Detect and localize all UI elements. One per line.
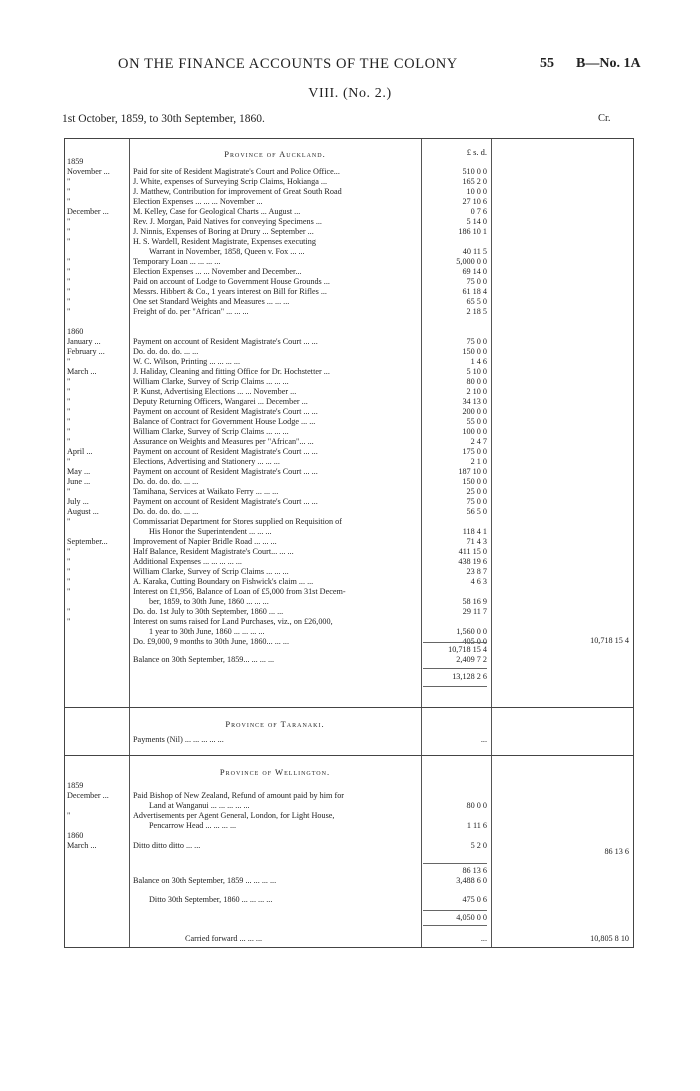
ledger-row [65, 277, 633, 287]
row-amount: 80 0 0 [466, 377, 487, 386]
ledger-row [65, 417, 633, 427]
row-amount: 186 10 1 [458, 227, 487, 236]
row-amount: 1 11 6 [466, 821, 487, 830]
row-date: " [67, 811, 71, 820]
ledger-row [65, 297, 633, 307]
row-description: Land at Wanganui ... ... ... ... ... [149, 801, 250, 810]
row-amount: 5 14 0 [466, 217, 487, 226]
row-amount: 71 4 3 [466, 537, 487, 546]
row-date: " [67, 187, 71, 196]
auckland-heading: Province of Auckland. [224, 149, 326, 159]
ledger-row [65, 317, 633, 327]
row-date: December ... [67, 791, 109, 800]
carried-forward-row: Carried forward ... ... ... ... 10,805 8 10 [185, 934, 629, 943]
row-date: " [67, 517, 71, 526]
ledger-row [65, 187, 633, 197]
row-date: " [67, 407, 71, 416]
row-amount: 1 4 6 [470, 357, 487, 366]
row-amount: 165 2 0 [462, 177, 487, 186]
ledger-row [65, 337, 633, 347]
row-date: February ... [67, 347, 105, 356]
row-date: " [67, 297, 71, 306]
ledger-row [65, 457, 633, 467]
row-description: Messrs. Hibbert & Co., 1 years interest on Bill for Rifles ... [133, 287, 327, 296]
ledger-row [65, 577, 633, 587]
row-date: " [67, 377, 71, 386]
row-description: His Honor the Superintendent ... ... ... [149, 527, 272, 536]
row-description: Additional Expenses ... ... ... ... ... [133, 557, 242, 566]
ledger-row [65, 327, 633, 337]
row-date: " [67, 557, 71, 566]
wellington-balance-1860-row: Ditto 30th September, 1860 ... ... ... ... 475 0 6 [149, 895, 487, 904]
row-date: " [67, 197, 71, 206]
schedule-number: VIII. (No. 2.) [308, 86, 392, 101]
wellington-heading: Province of Wellington. [219, 767, 331, 777]
ledger-row [65, 407, 633, 417]
wellington-total-row: 86 13 6 [604, 847, 629, 856]
row-amount: 1,560 0 0 [456, 627, 487, 636]
row-date: March ... [67, 841, 97, 850]
ledger-row [65, 791, 633, 801]
row-amount: 61 18 4 [462, 287, 487, 296]
section-divider-1 [65, 707, 633, 708]
ledger-row [65, 497, 633, 507]
ledger-row [65, 537, 633, 547]
row-date: " [67, 227, 71, 236]
row-description: Payment on account of Resident Magistrate's Court ... ... [133, 337, 318, 346]
ledger-row [65, 831, 633, 841]
ledger-row [65, 617, 633, 627]
row-date: 1859 [67, 781, 84, 790]
wellington-balance-1859-row: Balance on 30th September, 1859 ... ... ... ... 3,488 6 0 [133, 876, 487, 885]
ledger-row [65, 157, 633, 167]
row-amount: 25 0 0 [466, 487, 487, 496]
row-description: Interest on £1,956, Balance of Loan of £5,000 from 31st Decem- [133, 587, 346, 596]
row-date: " [67, 567, 71, 576]
ledger-row [65, 477, 633, 487]
row-date: " [67, 307, 71, 316]
row-amount: 411 15 0 [458, 547, 487, 556]
row-date: 1859 [67, 157, 84, 166]
page-header [0, 56, 700, 76]
ledger-row [65, 347, 633, 357]
wellington-grand-rule [423, 910, 487, 911]
currency-heading: £ s. d. [466, 147, 487, 157]
wellington-subtotal-rule [423, 863, 487, 864]
row-date: " [67, 267, 71, 276]
ledger-row [65, 801, 633, 811]
row-description: Election Expenses ... ... November and December... [133, 267, 302, 276]
row-amount: 69 14 0 [462, 267, 487, 276]
row-description: Do. do. do. do. ... ... [133, 477, 199, 486]
auckland-grand-underline [423, 686, 487, 687]
series-number: B—No. 1A [576, 56, 641, 71]
auckland-balance-row: Balance on 30th September, 1859... ... ... ... 2,409 7 2 [133, 655, 487, 664]
wellington-subtotal-row: 86 13 6 [462, 866, 487, 875]
ledger-row [65, 167, 633, 177]
row-description: M. Kelley, Case for Geological Charts ... August ... [133, 207, 301, 216]
row-description: Payment on account of Resident Magistrate's Court ... ... [133, 497, 318, 506]
ledger-row [65, 237, 633, 247]
row-amount: 27 10 6 [462, 197, 487, 206]
section-divider-2 [65, 755, 633, 756]
row-description: ber, 1859, to 30th June, 1860 ... ... ... [149, 597, 269, 606]
row-date: " [67, 587, 71, 596]
ledger-row [65, 227, 633, 237]
ledger-row [65, 307, 633, 317]
row-date: July ... [67, 497, 89, 506]
row-description: Ditto ditto ditto ... ... [133, 841, 201, 850]
row-amount: 75 0 0 [466, 497, 487, 506]
row-date: " [67, 357, 71, 366]
row-description: William Clarke, Survey of Scrip Claims ... ... ... [133, 427, 289, 436]
row-amount: 100 0 0 [462, 427, 487, 436]
row-amount: 40 11 5 [462, 247, 487, 256]
row-amount: 200 0 0 [462, 407, 487, 416]
ledger-row [65, 557, 633, 567]
row-date: " [67, 617, 71, 626]
ledger-row [65, 507, 633, 517]
row-description: Do. do. do. do. ... ... [133, 507, 199, 516]
page-number: 55 [540, 56, 554, 71]
row-description: Pencarrow Head ... ... ... ... [149, 821, 237, 830]
row-description: Deputy Returning Officers, Wangarei ... December ... [133, 397, 308, 406]
row-description: One set Standard Weights and Measures ... ... ... [133, 297, 290, 306]
row-amount: 5 2 0 [470, 841, 487, 850]
row-amount: 34 13 0 [462, 397, 487, 406]
row-date: " [67, 277, 71, 286]
row-date: June ... [67, 477, 91, 486]
auckland-grand-row: 13,128 2 6 [452, 672, 487, 681]
row-description: Temporary Loan ... ... ... ... [133, 257, 221, 266]
taranaki-heading: Province of Taranaki. [225, 719, 325, 729]
row-description: Improvement of Napier Bridle Road ... ... ... [133, 537, 277, 546]
ledger-row [65, 377, 633, 387]
row-date: March ... [67, 367, 97, 376]
ledger-row [65, 267, 633, 277]
row-date: " [67, 607, 71, 616]
ledger-row [65, 587, 633, 597]
row-amount: 5 10 0 [466, 367, 487, 376]
ledger-row [65, 517, 633, 527]
row-description: Payment on account of Resident Magistrate's Court ... ... [133, 467, 318, 476]
row-date: " [67, 457, 71, 466]
row-date: " [67, 237, 71, 246]
ledger-row [65, 527, 633, 537]
row-date: May ... [67, 467, 91, 476]
ledger-row [65, 811, 633, 821]
row-date: 1860 [67, 327, 84, 336]
account-period: 1st October, 1859, to 30th September, 1860. [62, 113, 265, 125]
row-description: W. C. Wilson, Printing ... ... ... ... [133, 357, 241, 366]
row-amount: 56 5 0 [466, 507, 487, 516]
auckland-grand-rule [423, 668, 487, 669]
row-amount: 65 5 0 [466, 297, 487, 306]
row-amount: 55 0 0 [466, 417, 487, 426]
ledger-row [65, 197, 633, 207]
credit-label: Cr. [598, 113, 611, 124]
auckland-total-row: 10,718 15 4 [590, 636, 629, 645]
row-description: Paid for site of Resident Magistrate's Court and Police Office... [133, 167, 340, 176]
row-amount: 80 0 0 [466, 801, 487, 810]
row-date: " [67, 577, 71, 586]
row-amount: 4 6 3 [470, 577, 487, 586]
row-description: J. Ninnis, Expenses of Boring at Drury ... September ... [133, 227, 314, 236]
row-amount: 5,000 0 0 [456, 257, 487, 266]
ledger-row [65, 467, 633, 477]
ledger-row [65, 247, 633, 257]
row-description: Do. do. do. do. ... ... [133, 347, 199, 356]
row-date: " [67, 257, 71, 266]
row-description: Warrant in November, 1858, Queen v. Fox ... ... [149, 247, 305, 256]
row-description: J. Haliday, Cleaning and fitting Office for Dr. Hochstetter ... [133, 367, 330, 376]
ledger-row [65, 487, 633, 497]
row-date: 1860 [67, 831, 84, 840]
row-description: P. Kunst, Advertising Elections ... ... November ... [133, 387, 297, 396]
row-description: J. Matthew, Contribution for improvement of Great South Road [133, 187, 342, 196]
ledger-row [65, 177, 633, 187]
ledger-row [65, 287, 633, 297]
row-date: " [67, 397, 71, 406]
ledger-row [65, 607, 633, 617]
row-description: Balance of Contract for Government House Lodge ... ... [133, 417, 316, 426]
row-amount: 10 0 0 [466, 187, 487, 196]
row-description: A. Karaka, Cutting Boundary on Fishwick's claim ... ... [133, 577, 314, 586]
row-description: Rev. J. Morgan, Paid Natives for conveying Specimens ... [133, 217, 322, 226]
row-description: Payment on account of Resident Magistrate's Court ... ... [133, 407, 318, 416]
ledger-row [65, 397, 633, 407]
row-description: Advertisements per Agent General, London, for Light House, [133, 811, 335, 820]
row-date: January ... [67, 337, 101, 346]
row-date: " [67, 427, 71, 436]
row-amount: 438 19 6 [458, 557, 487, 566]
row-amount: 118 4 1 [462, 527, 487, 536]
row-date: " [67, 387, 71, 396]
ledger-row [65, 447, 633, 457]
ledger-row [65, 427, 633, 437]
row-description: H. S. Wardell, Resident Magistrate, Expenses executing [133, 237, 316, 246]
row-description: Elections, Advertising and Stationery ... ... ... [133, 457, 280, 466]
row-description: Assurance on Weights and Measures per "African"... ... [133, 437, 314, 446]
accounts-table [64, 138, 634, 948]
row-amount: 2 4 7 [470, 437, 487, 446]
row-date: " [67, 417, 71, 426]
row-amount: 2 1 0 [470, 457, 487, 466]
row-amount: 75 0 0 [466, 337, 487, 346]
page-title: ON THE FINANCE ACCOUNTS OF THE COLONY [118, 56, 458, 72]
row-date: " [67, 547, 71, 556]
ledger-row [65, 781, 633, 791]
ledger-row [65, 547, 633, 557]
row-date: " [67, 217, 71, 226]
row-date: " [67, 287, 71, 296]
ledger-row [65, 367, 633, 377]
row-amount: 0 7 6 [470, 207, 487, 216]
row-date: December ... [67, 207, 109, 216]
ledger-row [65, 357, 633, 367]
row-amount: 187 10 0 [458, 467, 487, 476]
row-amount: 405 0 0 [462, 637, 487, 646]
row-date: " [67, 177, 71, 186]
row-description: Election Expenses ... ... ... November ... [133, 197, 263, 206]
row-description: Paid Bishop of New Zealand, Refund of amount paid by him for [133, 791, 345, 800]
ledger-row [65, 207, 633, 217]
row-amount: 175 0 0 [462, 447, 487, 456]
row-amount: 2 10 0 [466, 387, 487, 396]
row-date: April ... [67, 447, 93, 456]
wellington-grand-underline [423, 925, 487, 926]
row-description: Payment on account of Resident Magistrate's Court ... ... [133, 447, 318, 456]
row-description: J. White, expenses of Surveying Scrip Claims, Hokianga ... [133, 177, 328, 186]
row-description: Commissariat Department for Stores supplied on Requisition of [133, 517, 342, 526]
row-amount: 29 11 7 [462, 607, 487, 616]
row-description: Half Balance, Resident Magistrate's Court... ... ... [133, 547, 294, 556]
row-date: " [67, 437, 71, 446]
row-amount: 150 0 0 [462, 477, 487, 486]
row-amount: 58 16 9 [462, 597, 487, 606]
ledger-row [65, 597, 633, 607]
row-date: September... [67, 537, 108, 546]
auckland-subtotal-row: 10,718 15 4 [448, 645, 487, 654]
row-description: Do. do. 1st July to 30th September, 1860 ... ... [133, 607, 284, 616]
row-description: Tamihana, Services at Waikato Ferry ... ... ... [133, 487, 279, 496]
row-amount: 510 0 0 [462, 167, 487, 176]
ledger-row [65, 257, 633, 267]
ledger-row [65, 567, 633, 577]
row-amount: 2 18 5 [466, 307, 487, 316]
row-amount: 23 8 7 [466, 567, 487, 576]
ledger-row [65, 387, 633, 397]
row-description: William Clarke, Survey of Scrip Claims ... ... ... [133, 567, 289, 576]
wellington-grand-row: 4,050 0 0 [456, 913, 487, 922]
row-description: 1 year to 30th June, 1860 ... ... ... ... [149, 627, 265, 636]
ledger-row [65, 217, 633, 227]
row-date: August ... [67, 507, 99, 516]
row-description: Do. £9,000, 9 months to 30th June, 1860... ... ... [133, 637, 290, 646]
row-description: Freight of do. per "African" ... ... ... [133, 307, 249, 316]
ledger-row [65, 437, 633, 447]
row-amount: 150 0 0 [462, 347, 487, 356]
row-date: " [67, 487, 71, 496]
row-description: Interest on sums raised for Land Purchases, viz., on £26,000, [133, 617, 333, 626]
row-date: November ... [67, 167, 110, 176]
ledger-row [65, 821, 633, 831]
row-amount: 75 0 0 [466, 277, 487, 286]
row-description: William Clarke, Survey of Scrip Claims ... ... ... [133, 377, 289, 386]
row-description: Paid on account of Lodge to Government House Grounds ... [133, 277, 330, 286]
taranaki-payments-row: Payments (Nil) ... ... ... ... ... ... [133, 735, 487, 744]
